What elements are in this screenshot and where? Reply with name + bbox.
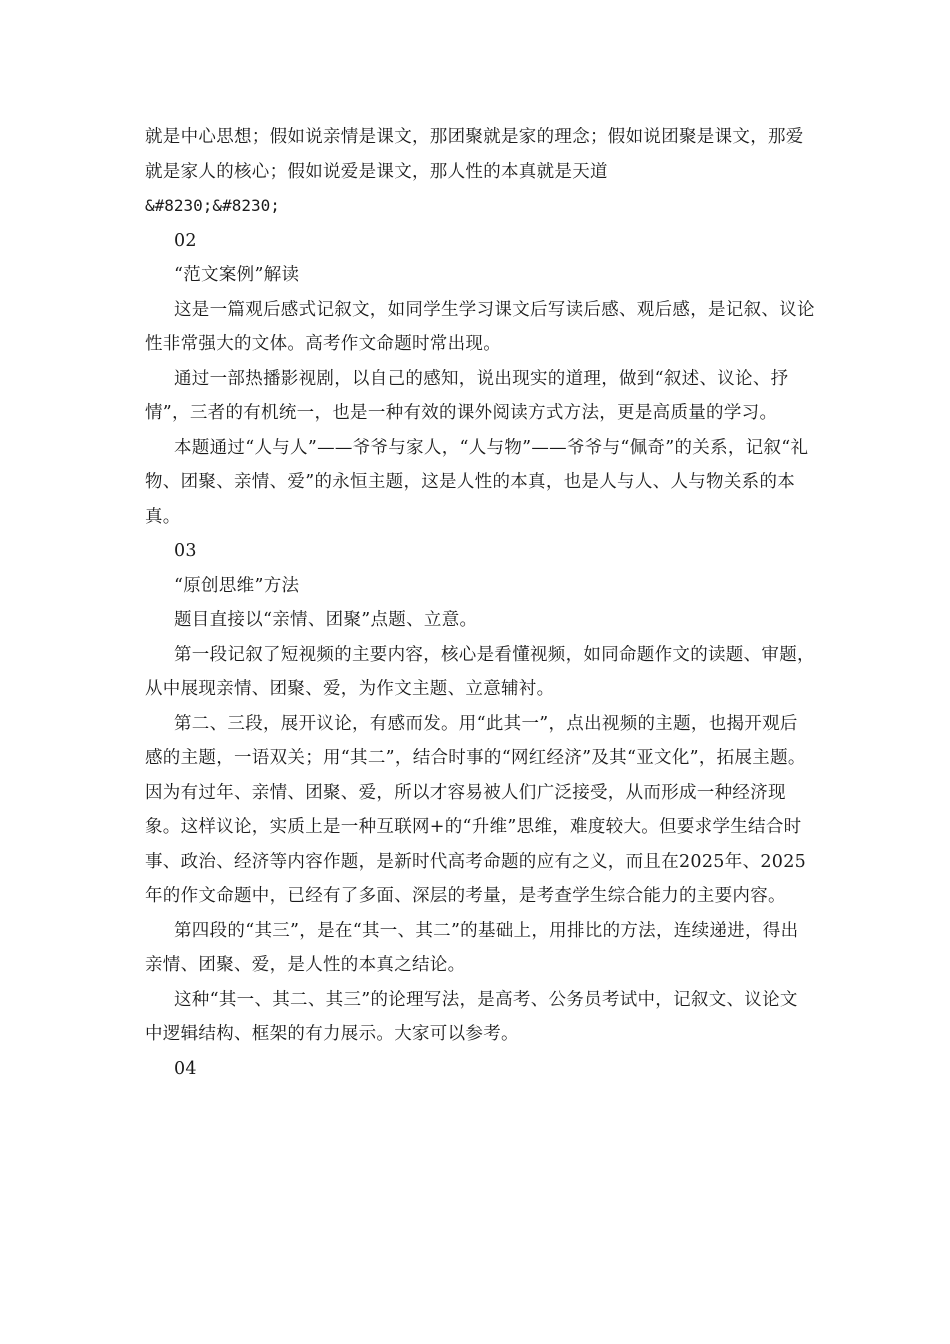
paragraph-continuation: 就是中心思想；假如说亲情是课文，那团聚就是家的理念；假如说团聚是课文，那爱就是家人的核心；假如说爱是课文，那人性的本真就是天道 [145,127,804,182]
section-heading-yuanchuang: “原创思维”方法 [174,575,300,596]
document-body [145,120,815,1086]
paragraph-writing-method: 这种“其一、其二、其三”的论理写法，是高考、公务员考试中，记叙文、议论文中逻辑结构、框架的有力展示。大家可以参考。 [145,989,798,1044]
paragraph-second-third-section: 第二、三段，展开议论，有感而发。用“此其一”，点出视频的主题，也揭开观后感的主题，一语双关；用“其二”，结合时事的“网红经济”及其“亚文化”，拓展主题。因为有过年、亲情、团聚、爱，所以才容易被人们广泛接受，从而形成一种经济现象。这样议论，实质上是一种互联网+的“升维”思维，难度较大。但要求学生结合时事、政治、经济等内容作题，是新时代高考命题的应有之义，而且在2025年、2025年的作文命题中，已经有了多面、深层的考量，是考查学生综合能力的主要内容。 [145,713,807,906]
paragraph-intro: 这是一篇观后感式记叙文，如同学生学习课文后写读后感、观后感，是记叙、议论性非常强大的文体。高考作文命题时常出现。 [145,299,815,354]
paragraph-title-point: 题目直接以“亲情、团聚”点题、立意。 [174,610,478,630]
section-number-02: 02 [174,230,197,251]
section-number-03: 03 [174,541,197,561]
paragraph-fourth-section: 第四段的“其三”，是在“其一、其二”的基础上，用排比的方法，连续递进，得出亲情、团聚、爱，是人性的本真之结论。 [145,920,799,975]
section-number-04: 04 [174,1058,197,1079]
paragraph-method: 通过一部热播影视剧，以自己的感知，说出现实的道理，做到“叙述、议论、抒情”，三者的有机统一，也是一种有效的课外阅读方式方法，更是高质量的学习。 [145,368,789,423]
paragraph-first-section: 第一段记叙了短视频的主要内容，核心是看懂视频，如同命题作文的读题、审题，从中展现亲情、团聚、爱，为作文主题、立意辅衬。 [145,644,815,699]
paragraph-theme: 本题通过“人与人”——爷爷与家人，“人与物”——爷爷与“佩奇”的关系，记叙“礼物、团聚、亲情、爱”的永恒主题，这是人性的本真，也是人与人、人与物关系的本真。 [145,437,809,527]
section-heading-fanwen: “范文案例”解读 [174,265,300,285]
paragraph-entity-text: &#8230;&#8230; [145,196,280,215]
